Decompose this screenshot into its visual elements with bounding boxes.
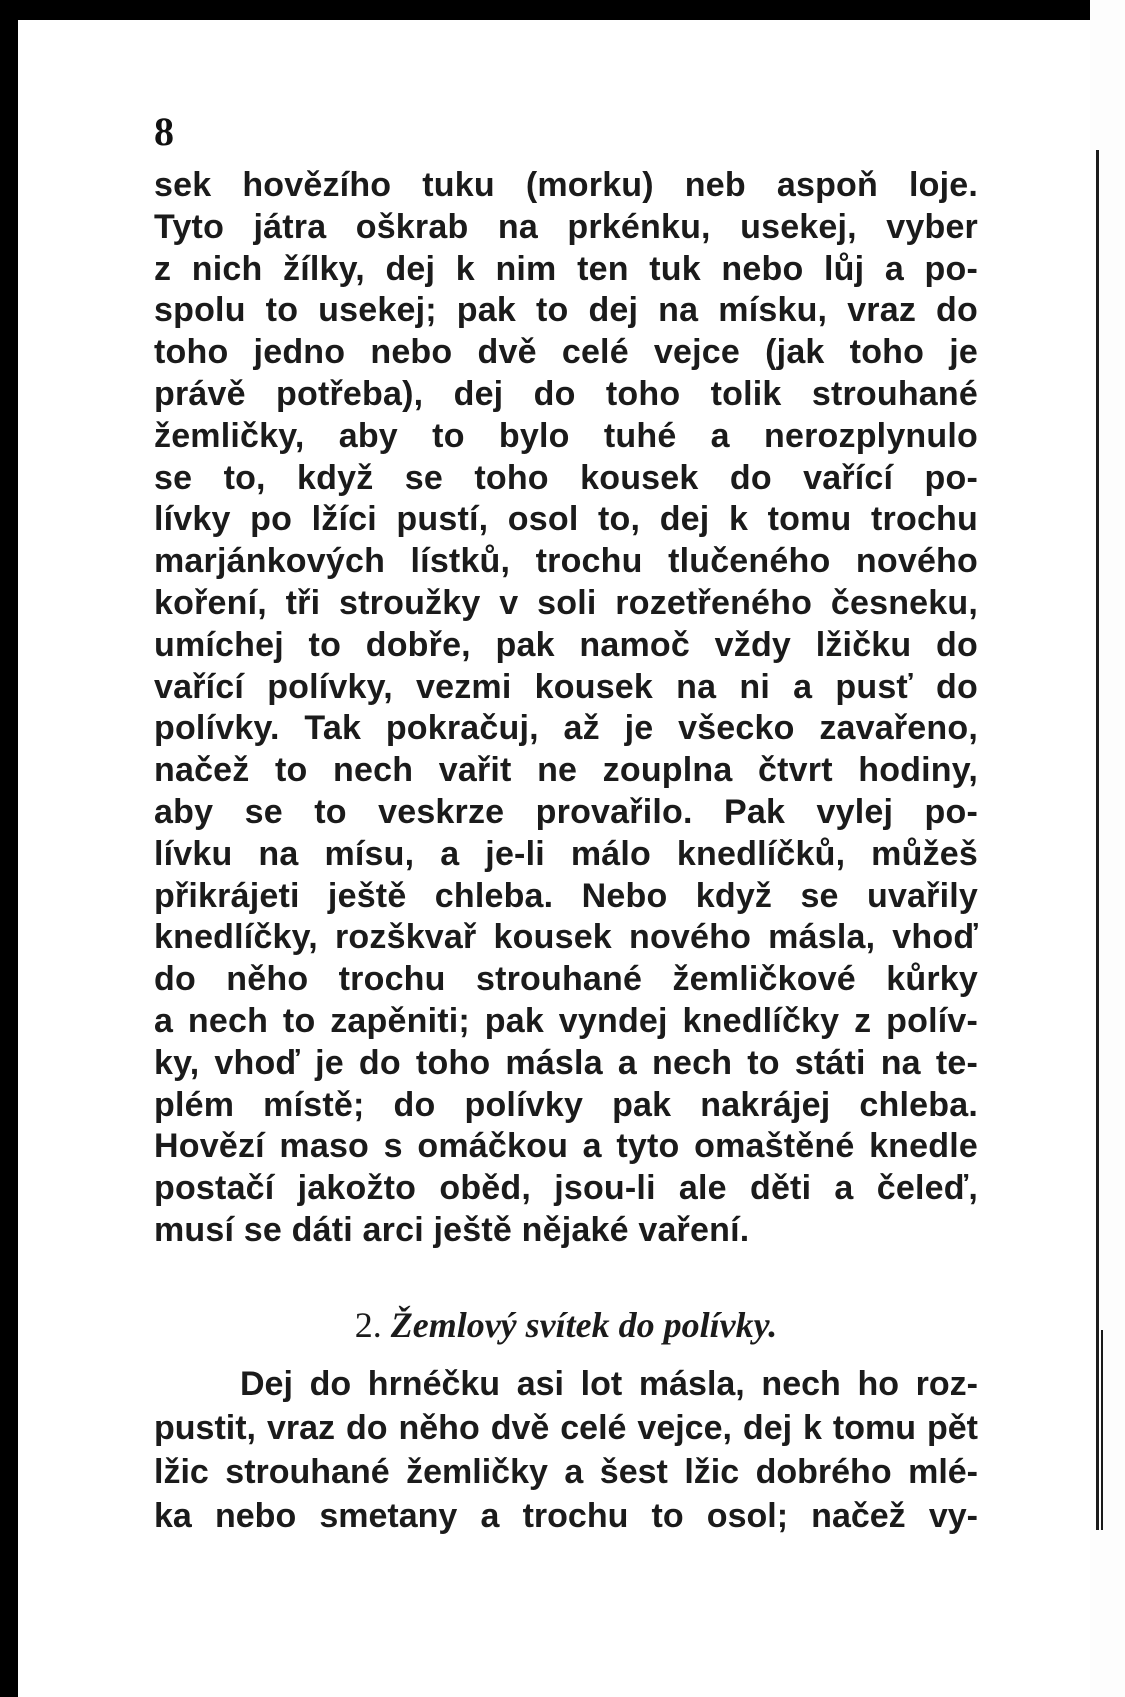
text-line: koření, tři stroužky v soli rozetřeného česneku,: [154, 583, 978, 622]
binding-edge: [1101, 1330, 1103, 1530]
text-line: lívky po lžíci pustí, osol to, dej k tomu trochu: [154, 500, 978, 539]
text-line: toho jedno nebo dvě celé vejce (jak toho je: [154, 333, 978, 372]
text-line: vařící polívky, vezmi kousek na ni a pusť do: [154, 667, 978, 706]
section-number: 2.: [354, 1305, 382, 1345]
binding-edge: [1096, 150, 1099, 1530]
text-line: postačí jakožto oběd, jsou-li ale děti a čeleď,: [154, 1169, 978, 1208]
text-line: do něho trochu strouhané žemličkové kůrky: [154, 960, 978, 999]
text-line: Dej do hrnéčku asi lot másla, nech ho roz-: [240, 1365, 978, 1403]
text-line: umíchej to dobře, pak namoč vždy lžičku do: [154, 625, 978, 664]
book-page: [18, 20, 1090, 1697]
text-line: ka nebo smetany a trochu to osol; načež vy-: [154, 1497, 978, 1535]
text-line: žemličky, aby to bylo tuhé a nerozplynulo: [154, 416, 978, 455]
text-line: spolu to usekej; pak to dej na mísku, vraz do: [154, 291, 978, 330]
text-line: a nech to zapěniti; pak vyndej knedlíčky z polív-: [154, 1001, 978, 1040]
text-line: lžic strouhané žemličky a šest lžic dobrého mlé-: [154, 1453, 978, 1491]
text-line: pustit, vraz do něho dvě celé vejce, dej k tomu pět: [154, 1409, 978, 1447]
text-line: Hovězí maso s omáčkou a tyto omaštěné knedle: [154, 1127, 978, 1166]
text-line: marjánkových lístků, trochu tlučeného nového: [154, 542, 978, 581]
text-line: Tyto játra oškrab na prkénku, usekej, vyber: [154, 207, 978, 246]
text-line: aby se to veskrze provařilo. Pak vylej po-: [154, 792, 978, 831]
text-line: sek hovězího tuku (morku) neb aspoň loje.: [154, 166, 978, 204]
paragraph-1: [154, 165, 978, 1252]
text-line: lívku na mísu, a je-li málo knedlíčků, můžeš: [154, 834, 978, 873]
text-line: se to, když se toho kousek do vařící po-: [154, 458, 978, 497]
text-line: knedlíčky, rozškvař kousek nového másla, vhoď: [154, 918, 978, 957]
text-line: ky, vhoď je do toho másla a nech to státi na te-: [154, 1043, 978, 1082]
text-line: plém místě; do polívky pak nakrájej chleba.: [154, 1085, 978, 1124]
text-line: musí se dáti arci ještě nějaké vaření.: [154, 1210, 750, 1249]
page-number: 8: [154, 109, 174, 154]
text-line: polívky. Tak pokračuj, až je všecko zavařeno,: [154, 709, 978, 748]
section-heading: [154, 1304, 978, 1346]
text-line: načež to nech vařit ne zouplna čtvrt hodiny,: [154, 751, 978, 790]
text-line: přikrájeti ještě chleba. Nebo když se uvařily: [154, 876, 978, 915]
text-line: z nich žílky, dej k nim ten tuk nebo lůj a po-: [154, 249, 978, 288]
text-line: právě potřeba), dej do toho tolik strouhané: [154, 374, 978, 413]
section-title: Žemlový svítek do polívky.: [390, 1305, 778, 1345]
paragraph-2: [154, 1362, 978, 1538]
